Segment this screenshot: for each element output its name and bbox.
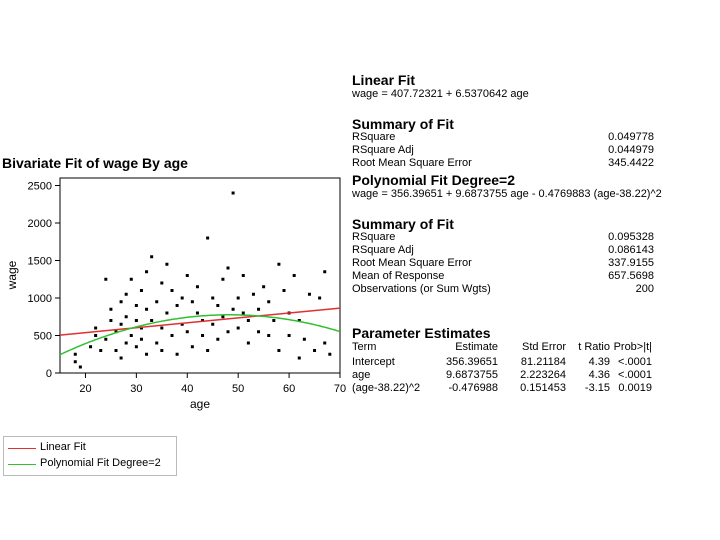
data-point — [125, 342, 128, 345]
poly-fit-title: Polynomial Fit Degree=2 — [352, 172, 515, 188]
linear-fit-equation: wage = 407.72321 + 6.5370642 age — [352, 88, 529, 100]
data-point — [221, 278, 224, 281]
param-header-cell: Term — [352, 341, 377, 353]
poly-summary-title: Summary of Fit — [352, 216, 454, 232]
chart-title: Bivariate Fit of wage By age — [2, 155, 188, 171]
linear-summary-label: Root Mean Square Error — [352, 157, 472, 169]
data-point — [104, 338, 107, 341]
data-point — [186, 274, 189, 277]
data-point — [201, 334, 204, 337]
param-cell: Intercept — [352, 356, 395, 368]
y-tick-label: 0 — [45, 368, 52, 380]
data-point — [277, 349, 280, 352]
y-tick-label: 1000 — [27, 293, 52, 305]
data-point — [125, 315, 128, 318]
data-point — [171, 289, 174, 292]
param-cell: -3.15 — [584, 382, 610, 394]
legend-label-linear: Linear Fit — [40, 441, 86, 453]
data-point — [155, 300, 158, 303]
data-point — [227, 330, 230, 333]
linear-summary-label: RSquare — [352, 131, 396, 143]
param-cell: 4.39 — [588, 356, 610, 368]
data-point — [227, 267, 230, 270]
data-point — [74, 360, 77, 363]
param-cell: (age-38.22)^2 — [352, 382, 421, 394]
data-point — [196, 312, 199, 315]
data-point — [125, 293, 128, 296]
data-point — [313, 349, 316, 352]
param-header-cell: Prob>|t| — [613, 341, 652, 353]
x-tick-label: 50 — [232, 383, 245, 395]
data-point — [135, 304, 138, 307]
data-point — [267, 334, 270, 337]
data-point — [242, 274, 245, 277]
data-point — [232, 308, 235, 311]
x-tick-label: 60 — [282, 383, 296, 395]
data-point — [74, 353, 77, 356]
poly-summary-label: RSquare Adj — [352, 244, 414, 256]
data-point — [160, 349, 163, 352]
x-tick-label: 70 — [333, 383, 347, 395]
data-point — [242, 312, 245, 315]
data-point — [323, 270, 326, 273]
data-point — [247, 342, 250, 345]
data-point — [191, 345, 194, 348]
data-point — [104, 278, 107, 281]
data-point — [318, 297, 321, 300]
poly-summary-row — [352, 270, 654, 283]
data-point — [323, 342, 326, 345]
data-point — [130, 278, 133, 281]
data-point — [160, 327, 163, 330]
linear-summary-row — [352, 157, 654, 170]
x-tick-label: 30 — [130, 383, 143, 395]
data-point — [176, 353, 179, 356]
data-point — [79, 366, 82, 369]
poly-summary-label: RSquare — [352, 231, 396, 243]
linear-summary-row — [352, 131, 654, 144]
data-point — [171, 334, 174, 337]
data-point — [165, 312, 168, 315]
param-cell: 81.21184 — [520, 356, 566, 368]
data-point — [196, 285, 199, 288]
data-point — [99, 349, 102, 352]
data-point — [145, 270, 148, 273]
legend-swatch-poly — [8, 464, 36, 465]
y-tick-label: 1500 — [27, 255, 52, 268]
linear-summary-row — [352, 144, 654, 157]
param-cell: -0.476988 — [448, 382, 498, 394]
y-axis — [28, 181, 60, 381]
data-point — [109, 319, 112, 322]
param-header-cell: Std Error — [521, 341, 566, 353]
data-point — [257, 330, 260, 333]
data-point — [283, 289, 286, 292]
data-point — [247, 319, 250, 322]
data-point — [298, 357, 301, 360]
data-point — [237, 297, 240, 300]
legend-label-poly: Polynomial Fit Degree=2 — [40, 457, 161, 469]
data-point — [94, 334, 97, 337]
x-axis-label: age — [189, 397, 211, 411]
linear-summary-title: Summary of Fit — [352, 116, 454, 132]
poly-summary-row — [352, 244, 654, 257]
param-cell: 356.39651 — [446, 356, 498, 368]
param-cell: <.0001 — [618, 369, 652, 381]
data-point — [165, 263, 168, 266]
data-point — [160, 282, 163, 285]
poly-summary-value: 0.086143 — [608, 244, 654, 256]
data-point — [216, 338, 219, 341]
data-point — [120, 323, 123, 326]
scatter-chart — [0, 170, 350, 420]
data-point — [328, 353, 331, 356]
legend-swatch-linear — [8, 448, 36, 449]
linear-summary-label: RSquare Adj — [352, 144, 414, 156]
poly-summary-label: Root Mean Square Error — [352, 257, 472, 269]
poly-summary-value: 657.5698 — [608, 270, 654, 282]
data-point — [272, 319, 275, 322]
param-cell: 0.0019 — [618, 382, 652, 394]
data-point — [115, 349, 118, 352]
linear-summary-value: 345.4422 — [608, 157, 654, 169]
x-tick-label: 20 — [79, 383, 92, 395]
data-point — [262, 285, 265, 288]
data-point — [109, 308, 112, 311]
data-point — [252, 293, 255, 296]
data-point — [206, 349, 209, 352]
data-point — [191, 300, 194, 303]
data-point — [145, 308, 148, 311]
param-cell: 2.223264 — [520, 369, 566, 381]
data-point — [140, 338, 143, 341]
data-point — [293, 274, 296, 277]
linear-summary-value: 0.049778 — [608, 131, 654, 143]
data-point — [130, 334, 133, 337]
param-header-cell: Estimate — [455, 341, 498, 353]
data-point — [155, 342, 158, 345]
y-tick-label: 2000 — [27, 218, 52, 230]
x-tick-label: 40 — [181, 383, 194, 395]
data-point — [135, 345, 138, 348]
data-point — [186, 330, 189, 333]
param-cell: 0.151453 — [520, 382, 566, 394]
data-point — [94, 327, 97, 330]
chart-legend — [3, 436, 177, 476]
data-point — [181, 297, 184, 300]
data-point — [221, 315, 224, 318]
data-point — [150, 319, 153, 322]
data-point — [308, 293, 311, 296]
param-cell: 4.36 — [588, 369, 610, 381]
poly-summary-value: 200 — [635, 283, 654, 295]
param-estimates-title: Parameter Estimates — [352, 325, 491, 341]
data-point — [211, 297, 214, 300]
data-point — [211, 323, 214, 326]
poly-summary-value: 0.095328 — [608, 231, 654, 243]
poly-summary-row — [352, 283, 654, 296]
data-point — [216, 304, 219, 307]
data-point — [120, 357, 123, 360]
y-tick-label: 500 — [33, 330, 52, 343]
data-point — [303, 338, 306, 341]
data-point — [206, 237, 209, 240]
data-point — [257, 308, 260, 311]
y-axis-label: wage — [5, 260, 19, 290]
data-point — [135, 319, 138, 322]
data-point — [145, 353, 148, 356]
poly-summary-row — [352, 257, 654, 270]
poly-summary-row — [352, 231, 654, 244]
param-cell: <.0001 — [618, 356, 652, 368]
data-point — [120, 300, 123, 303]
poly-fit-equation: wage = 356.39651 + 9.6873755 age - 0.4769883 (age-38.22)^2 — [352, 188, 662, 200]
data-point — [150, 255, 153, 258]
data-point — [89, 345, 92, 348]
poly-summary-value: 337.9155 — [608, 257, 654, 269]
data-point — [176, 304, 179, 307]
data-point — [140, 289, 143, 292]
x-axis — [79, 373, 346, 395]
data-point — [232, 192, 235, 195]
y-tick-label: 2500 — [27, 180, 52, 193]
plot-frame — [60, 178, 340, 373]
poly-summary-label: Mean of Response — [352, 270, 445, 282]
data-point — [277, 263, 280, 266]
poly-summary-label: Observations (or Sum Wgts) — [352, 283, 491, 295]
linear-fit-title: Linear Fit — [352, 72, 416, 88]
param-cell: 9.6873755 — [446, 369, 498, 381]
linear-summary-value: 0.044979 — [608, 144, 654, 156]
param-cell: age — [352, 369, 371, 381]
data-point — [288, 334, 291, 337]
param-header-cell: t Ratio — [578, 341, 610, 353]
data-point — [267, 300, 270, 303]
data-point — [237, 327, 240, 330]
